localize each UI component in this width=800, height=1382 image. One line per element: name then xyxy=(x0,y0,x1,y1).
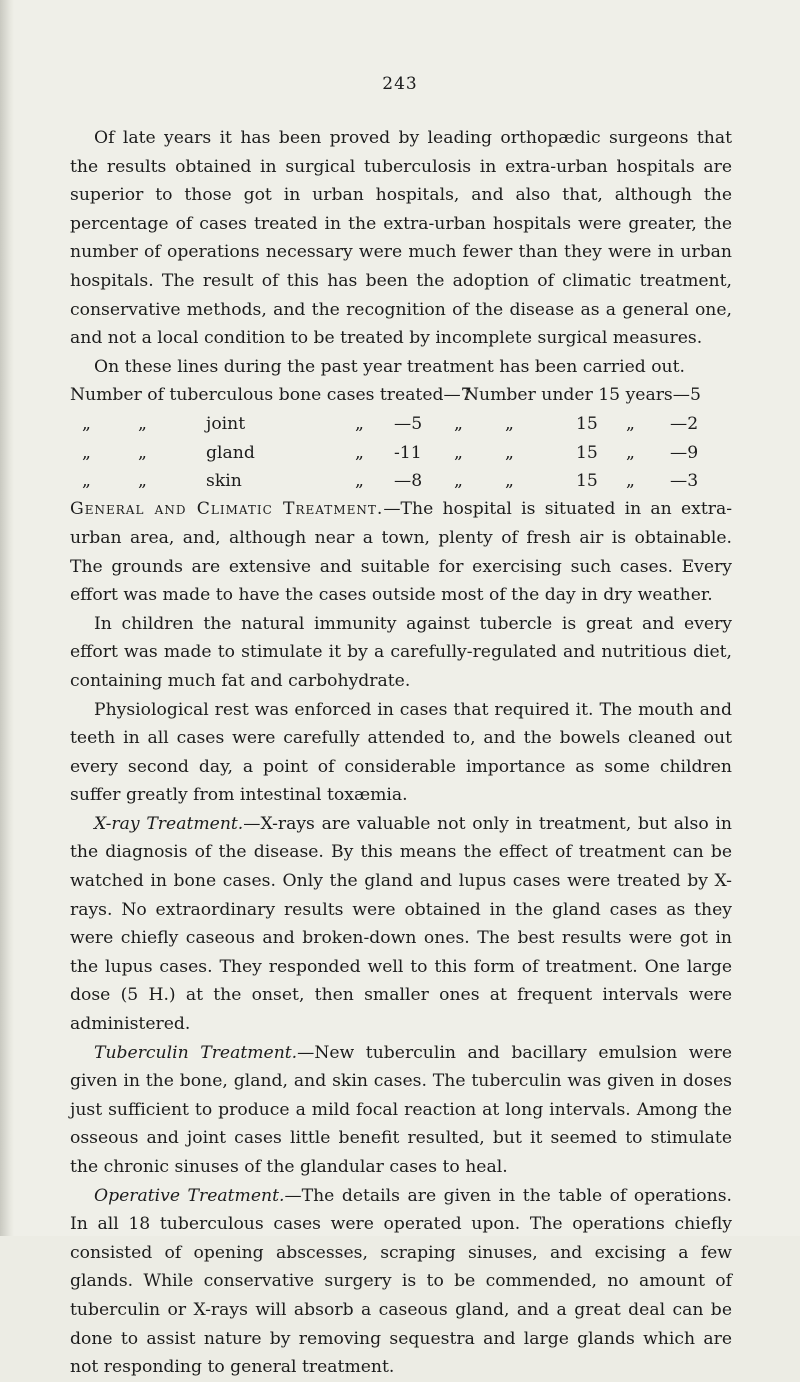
paragraph-intro: Of late years it has been proved by leading orthopædic surgeons that the results obtained in surgical tuberculosis in extra-urban hospitals are superior to those got in urban hospitals, and also that, although the percentage of cases treated in the extra-urban hospitals were greater, the number of operations necessary were much fewer than they were in urban hospitals. The result of this has been the adoption of climatic treatment, conservative methods, and the recognition of the disease as a general one, and not a local condition to be treated by incomplete surgical measures. xyxy=(70,128,732,349)
treated-count: —5 xyxy=(394,413,423,434)
treated-count: —8 xyxy=(394,471,423,492)
paragraph-tuberculin xyxy=(70,1039,732,1182)
ditto-mark: „ xyxy=(454,471,463,492)
ditto-mark: „ xyxy=(138,442,147,463)
ditto-mark: „ xyxy=(505,413,514,434)
ditto-mark: „ xyxy=(138,471,147,492)
ditto-mark: „ xyxy=(626,442,635,463)
under-age-count: —2 xyxy=(670,413,699,434)
page-number: 243 xyxy=(382,74,418,94)
body-text xyxy=(70,124,732,1382)
paragraph-operative xyxy=(70,1182,732,1382)
ditto-mark: „ xyxy=(454,413,463,434)
ditto-mark: „ xyxy=(626,471,635,492)
ditto-mark: „ xyxy=(355,413,364,434)
operative-heading: Operative Treatment. xyxy=(94,1185,285,1206)
paragraph-lines: On these lines during the past year treatment has been carried out. xyxy=(94,356,685,377)
ditto-mark: „ xyxy=(355,442,364,463)
bone-cases-treated: Number of tuberculous bone cases treated—7 xyxy=(70,385,472,406)
tuberculin-text: —New tuberculin and bacillary emulsion were given in the bone, gland, and skin cases. The tuberculin was given in doses just sufficient to produce a mild focal reaction at long intervals. Among the osseous and joint cases little benefit resulted, but it seemed to stimulate the chronic sinuses of the glandular cases to heal. xyxy=(70,1042,733,1177)
ditto-mark: „ xyxy=(626,413,635,434)
case-kind: joint xyxy=(206,413,246,434)
paragraph-immunity: In children the natural immunity against tubercle is great and every effort was made to stimulate it by a carefully-regulated and nutritious diet, containing much fat and carbohydrate. xyxy=(70,613,732,691)
ditto-mark: „ xyxy=(82,471,91,492)
ditto-mark: „ xyxy=(355,471,364,492)
under-age-count: —3 xyxy=(670,471,699,492)
ditto-mark: „ xyxy=(505,471,514,492)
general-treatment-heading: General and Climatic Treatment. xyxy=(70,499,384,520)
ditto-mark: „ xyxy=(454,442,463,463)
operative-text: —The details are given in the table of operations. In all 18 tuberculous cases were operated upon. The operations chiefly consisted of opening abscesses, scraping sinuses, and excising a few glands. While conservative surgery is to be commended, no amount of tuberculin or X-rays will absorb a caseous gland, and a great deal can be done to assist nature by removing sequestra and large glands which are not responding to general treatment. xyxy=(70,1185,732,1378)
stats-row-gland xyxy=(70,439,732,468)
ditto-mark: „ xyxy=(138,413,147,434)
binding-edge xyxy=(0,0,14,1236)
case-statistics xyxy=(70,381,732,495)
general-treatment-text: —The hospital is situated in an extra-urban area, and, although near a town, plenty of fresh air is obtainable. The grounds are extensive and suitable for exercising such cases. Every effort was made to have the cases outside most of the day in dry weather. xyxy=(70,499,732,606)
tuberculin-heading: Tuberculin Treatment. xyxy=(94,1042,298,1063)
stats-row-bone xyxy=(70,381,732,410)
ditto-mark: „ xyxy=(82,413,91,434)
paragraph-rest: Physiological rest was enforced in cases that required it. The mouth and teeth in all cases were carefully attended to, and the bowels cleaned out every second day, a point of considerable importance as some children suffer greatly from intestinal toxæmia. xyxy=(70,699,732,806)
paragraph-xray xyxy=(70,810,732,1039)
ditto-mark: „ xyxy=(82,442,91,463)
stats-row-skin xyxy=(70,467,732,496)
paragraph-general-treatment xyxy=(70,495,732,609)
case-kind: gland xyxy=(206,442,255,463)
bone-cases-under-15: Number under 15 years—5 xyxy=(464,385,701,406)
under-age-count: —9 xyxy=(670,442,699,463)
xray-heading: X-ray Treatment. xyxy=(94,813,244,834)
ditto-mark: „ xyxy=(505,442,514,463)
age-limit: 15 xyxy=(576,442,598,463)
age-limit: 15 xyxy=(576,471,598,492)
xray-text: —X-rays are valuable not only in treatment, but also in the diagnosis of the disease. By this means the effect of treatment can be watched in bone cases. Only the gland and lupus cases were treated by X-rays. No extraordinary results were obtained in the gland cases as they were chiefly caseous and broken-down ones. The best results were got in the lupus cases. They responded well to this form of treatment. One large dose (5 H.) at the onset, then smaller ones at frequent intervals were administered. xyxy=(70,813,732,1035)
age-limit: 15 xyxy=(576,413,598,434)
treated-count: -11 xyxy=(394,442,422,463)
case-kind: skin xyxy=(206,471,242,492)
stats-row-joint xyxy=(70,410,732,439)
